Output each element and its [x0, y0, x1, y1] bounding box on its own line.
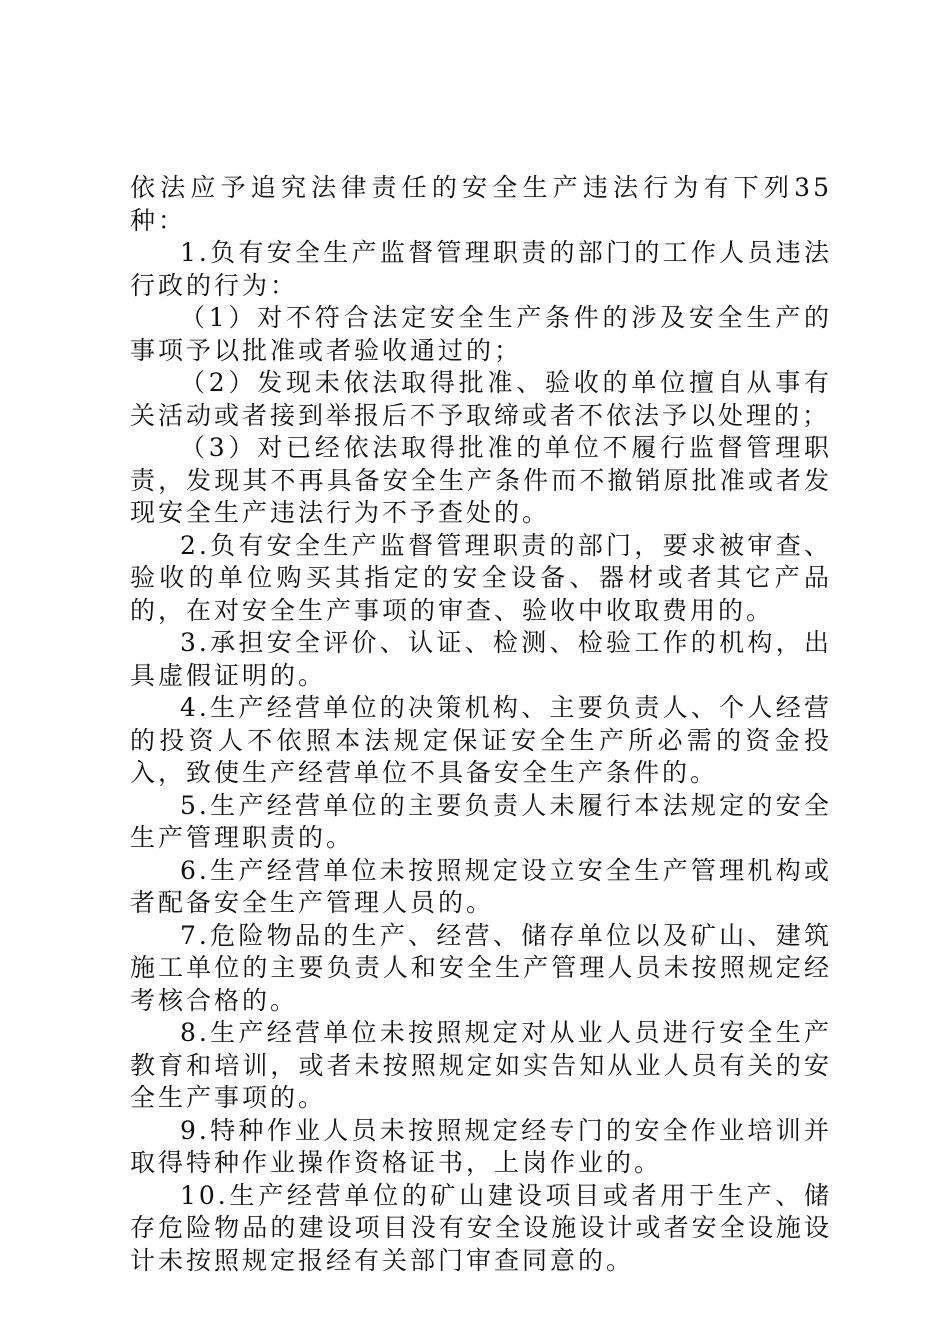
item-1-paragraph: 1.负有安全生产监督管理职责的部门的工作人员违法行政的行为：	[130, 238, 832, 300]
item-6-paragraph: 6.生产经营单位未按照规定设立安全生产管理机构或者配备安全生产管理人员的。	[130, 855, 832, 917]
item-7-paragraph: 7.危险物品的生产、经营、储存单位以及矿山、建筑施工单位的主要负责人和安全生产管理人员未按照规定经考核合格的。	[130, 920, 832, 1015]
item-2-paragraph: 2.负有安全生产监督管理职责的部门，要求被审查、验收的单位购买其指定的安全设备、器材或者其它产品的，在对安全生产事项的审查、验收中收取费用的。	[130, 530, 832, 625]
item-8-paragraph: 8.生产经营单位未按照规定对从业人员进行安全生产教育和培训，或者未按照规定如实告知从业人员有关的安全生产事项的。	[130, 1018, 832, 1112]
intro-paragraph: 依法应予追究法律责任的安全生产违法行为有下列35种：	[130, 173, 832, 235]
document-body	[130, 172, 832, 1277]
item-1-sub-2-paragraph: （2）发现未依法取得批准、验收的单位擅自从事有关活动或者接到举报后不予取缔或者不依法予以处理的；	[130, 368, 832, 430]
item-1-sub-3-paragraph: （3）对已经依法取得批准的单位不履行监督管理职责，发现其不再具备安全生产条件而不撤销原批准或者发现安全生产违法行为不予查处的。	[130, 433, 832, 527]
item-5-paragraph: 5.生产经营单位的主要负责人未履行本法规定的安全生产管理职责的。	[130, 790, 832, 852]
item-1-sub-1-paragraph: （1）对不符合法定安全生产条件的涉及安全生产的事项予以批准或者验收通过的；	[130, 303, 832, 365]
item-10-paragraph: 10.生产经营单位的矿山建设项目或者用于生产、储存危险物品的建设项目没有安全设施设计或者安全设施设计未按照规定报经有关部门审查同意的。	[130, 1180, 832, 1275]
item-3-paragraph: 3.承担安全评价、认证、检测、检验工作的机构，出具虚假证明的。	[130, 628, 832, 690]
item-4-paragraph: 4.生产经营单位的决策机构、主要负责人、个人经营的投资人不依照本法规定保证安全生产所必需的资金投入，致使生产经营单位不具备安全生产条件的。	[130, 693, 832, 787]
item-9-paragraph: 9.特种作业人员未按照规定经专门的安全作业培训并取得特种作业操作资格证书，上岗作业的。	[130, 1115, 832, 1177]
